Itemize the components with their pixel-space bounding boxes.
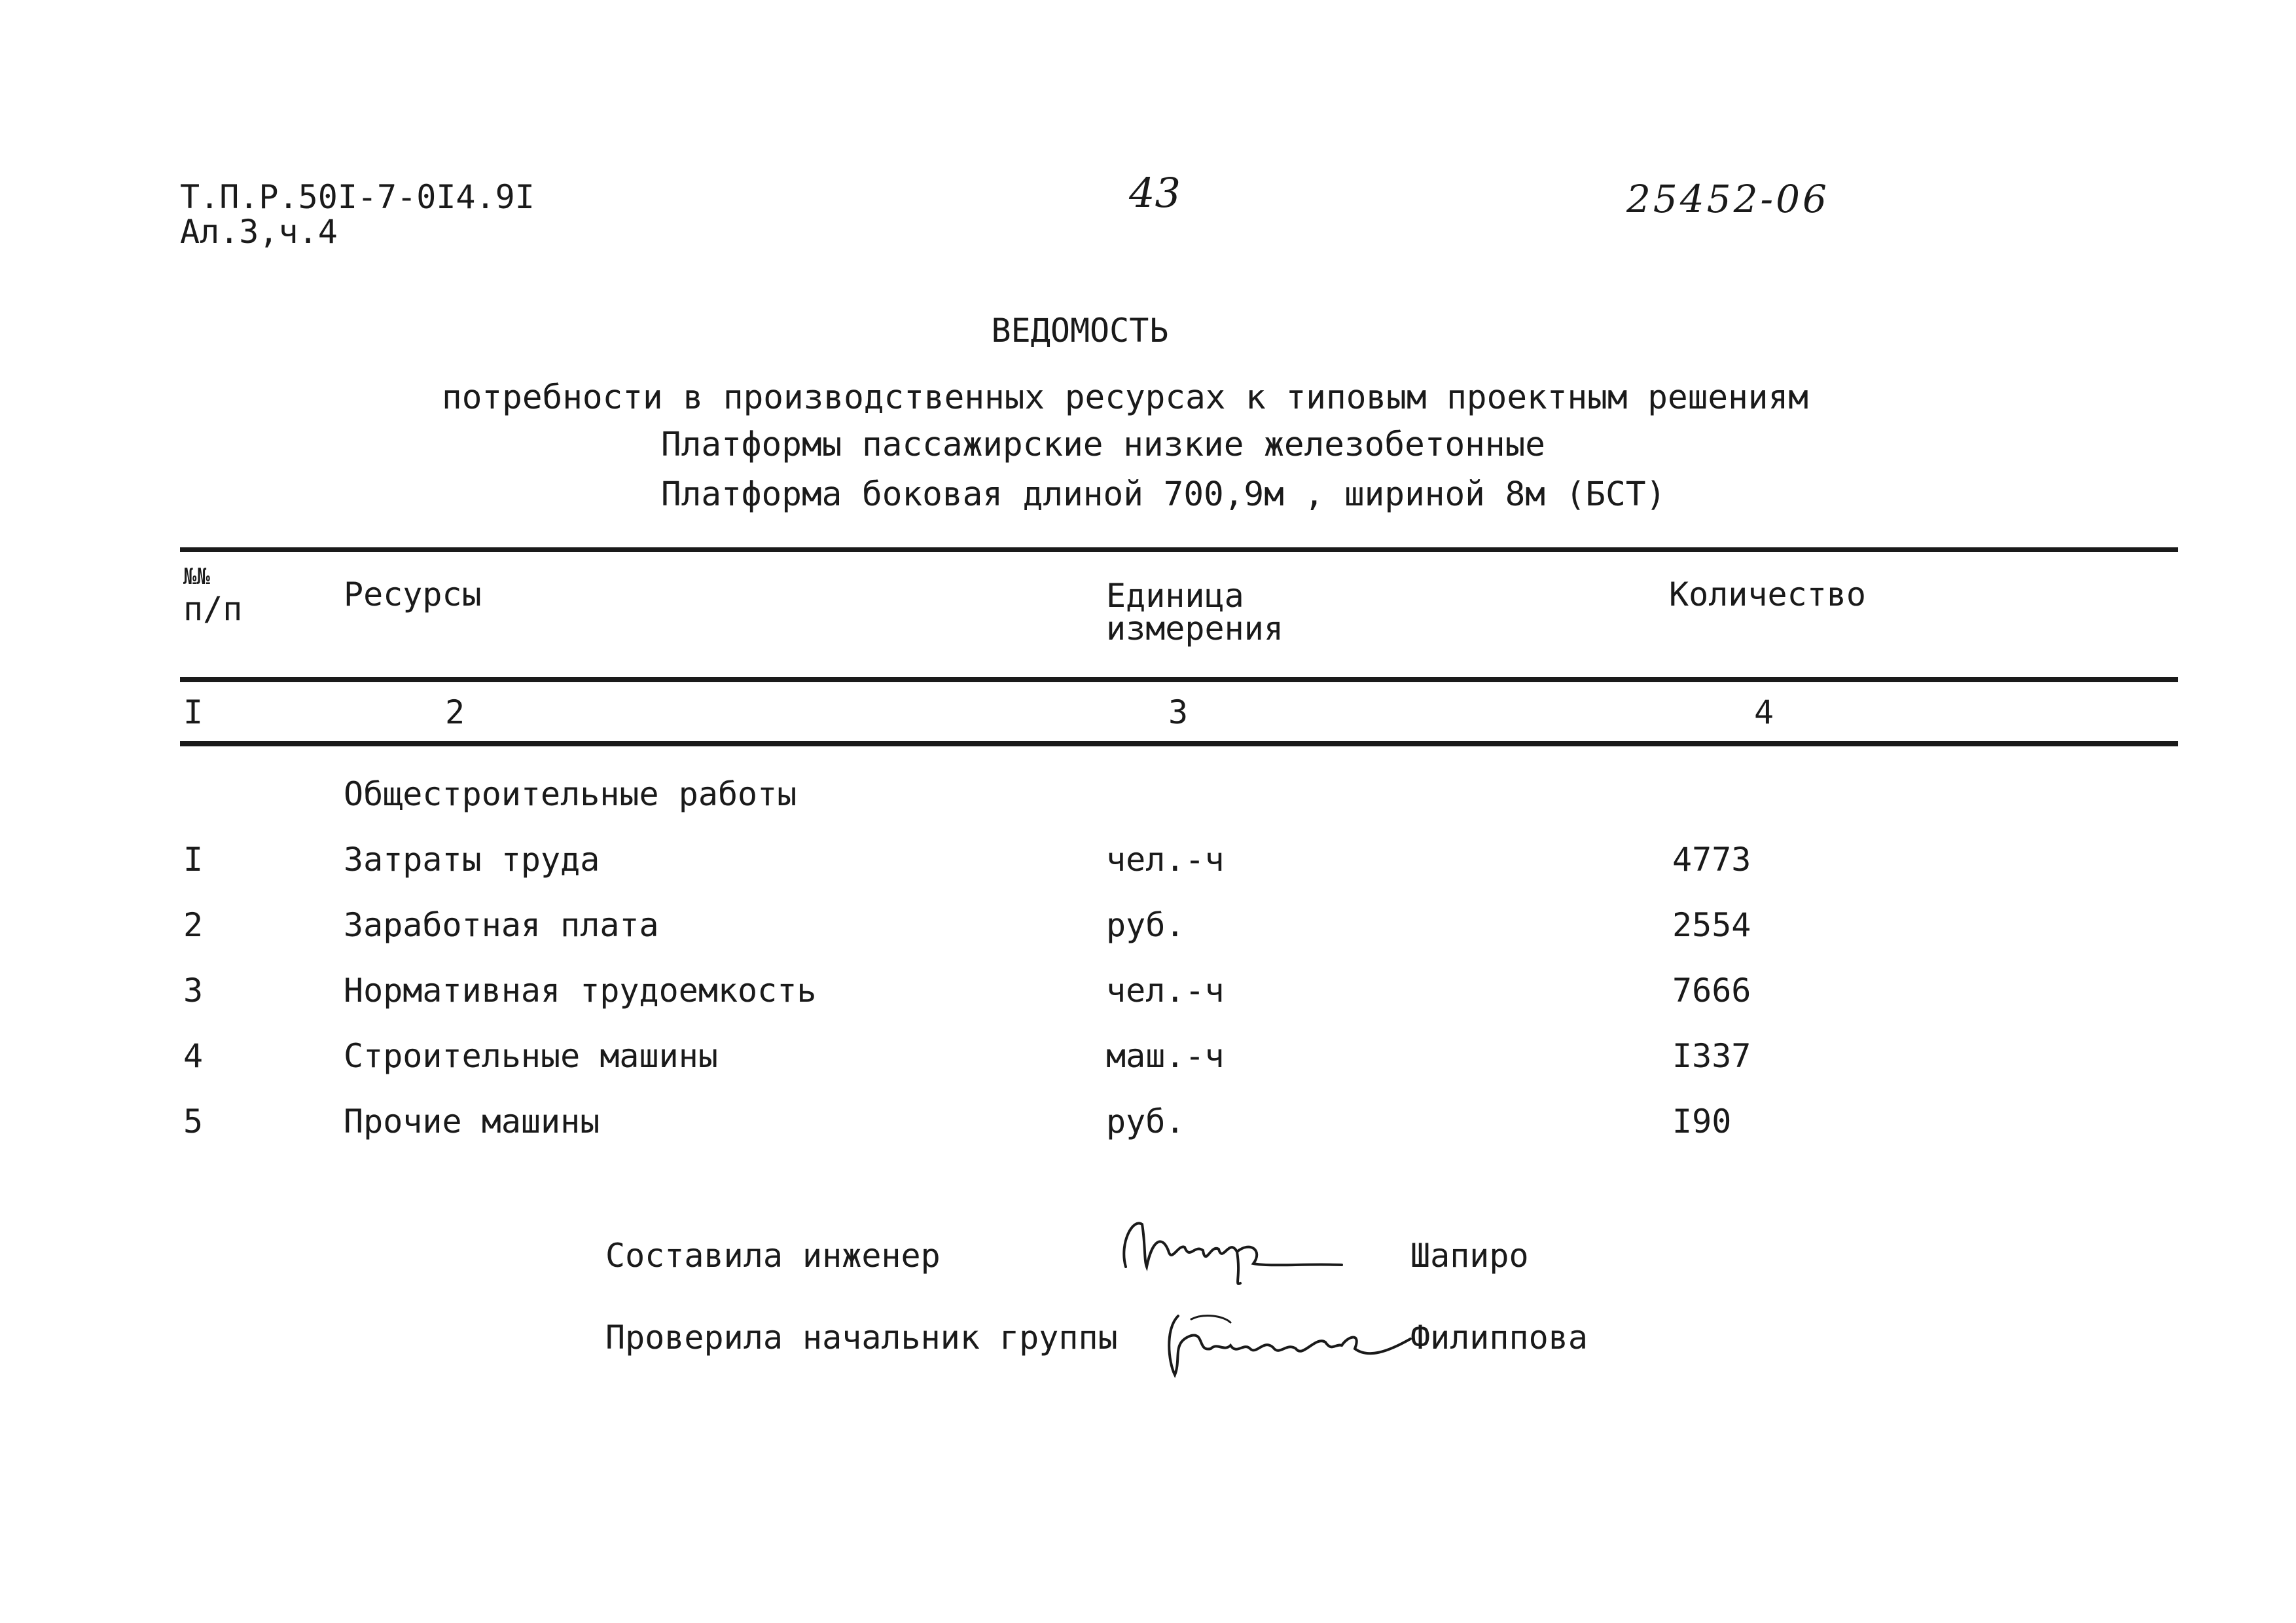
row-unit: руб. <box>1106 906 1185 944</box>
row-number: I <box>183 841 204 879</box>
document-code: Т.П.Р.50I-7-0I4.9I <box>180 178 535 216</box>
row-unit: руб. <box>1106 1103 1185 1140</box>
compiled-by-label: Составила инженер <box>605 1237 941 1275</box>
column-number-3: 3 <box>1168 693 1189 731</box>
column-number-1: I <box>183 693 204 731</box>
checked-by-name: Филиппова <box>1410 1319 1588 1357</box>
row-number: 4 <box>183 1037 204 1075</box>
page-number: 43 <box>1129 169 1181 217</box>
row-quantity: 7666 <box>1672 972 1751 1010</box>
row-resource: Затраты труда <box>344 841 600 879</box>
signature-filippova <box>1152 1296 1414 1388</box>
header-quantity: Количество <box>1669 575 1867 613</box>
row-unit: маш.-ч <box>1106 1037 1225 1075</box>
subtitle-line-3: Платформа боковая длиной 700,9м , шириной 8м (БСТ) <box>661 475 1666 514</box>
row-quantity: 4773 <box>1672 841 1751 879</box>
table-top-rule <box>180 547 2178 552</box>
row-resource: Прочие машины <box>344 1103 600 1140</box>
header-number-mark: №№ <box>183 564 210 590</box>
column-numbers-rule <box>180 741 2178 746</box>
header-rule <box>180 677 2178 682</box>
document-album-part: Ал.3,ч.4 <box>180 213 338 251</box>
checked-by-label: Проверила начальник группы <box>605 1319 1118 1357</box>
row-resource: Заработная плата <box>344 906 659 944</box>
row-number: 5 <box>183 1103 204 1140</box>
row-quantity: I90 <box>1672 1103 1732 1140</box>
row-quantity: 2554 <box>1672 906 1751 944</box>
section-title: Общестроительные работы <box>344 775 797 813</box>
subtitle-line-1: потребности в производственных ресурсах к типовым проектным решениям <box>442 378 1808 417</box>
column-number-4: 4 <box>1754 693 1774 731</box>
inventory-number: 25452-06 <box>1626 177 1829 221</box>
subtitle-line-2: Платформы пассажирские низкие железобетонные <box>661 426 1546 464</box>
document-title: ВЕДОМОСТЬ <box>991 312 1169 350</box>
row-resource: Нормативная трудоемкость <box>344 972 817 1010</box>
row-unit: чел.-ч <box>1106 972 1225 1010</box>
header-number: п/п <box>183 590 243 628</box>
row-unit: чел.-ч <box>1106 841 1225 879</box>
row-number: 3 <box>183 972 204 1010</box>
compiled-by-name: Шапиро <box>1410 1237 1529 1275</box>
column-number-2: 2 <box>445 693 465 731</box>
signature-shapiro <box>1106 1205 1355 1290</box>
header-resource: Ресурсы <box>344 575 482 613</box>
row-quantity: I337 <box>1672 1037 1751 1075</box>
header-unit-line2: измерения <box>1106 610 1283 647</box>
header-unit-line1: Единица <box>1106 577 1244 615</box>
row-number: 2 <box>183 906 204 944</box>
row-resource: Строительные машины <box>344 1037 718 1075</box>
